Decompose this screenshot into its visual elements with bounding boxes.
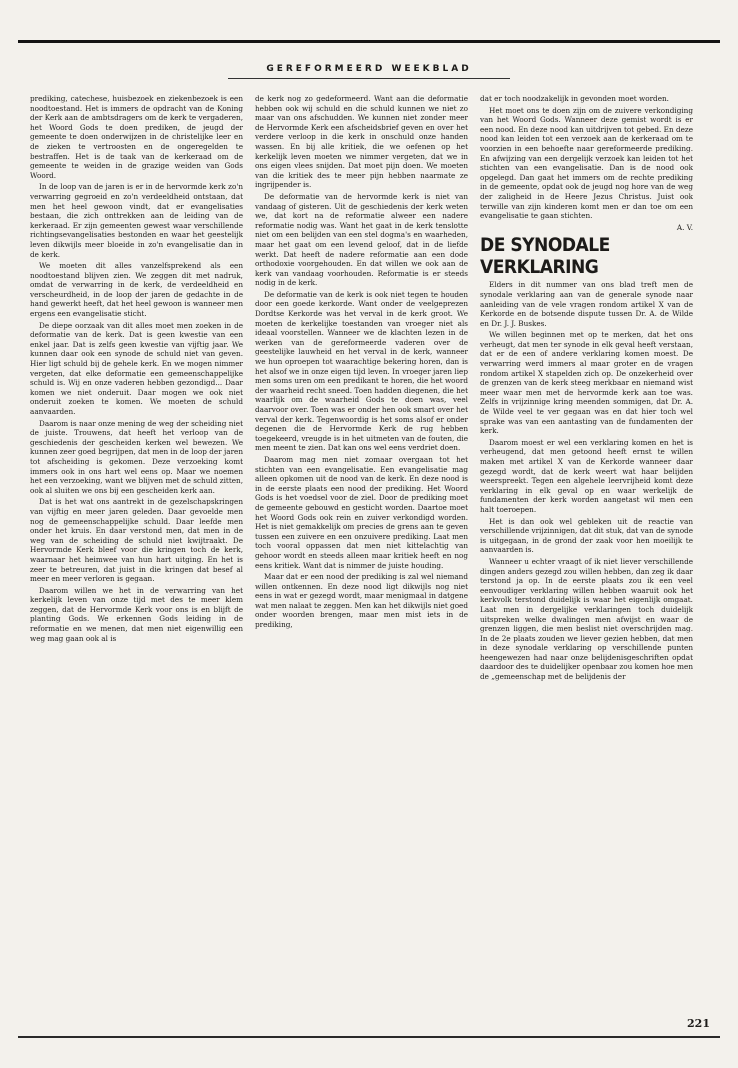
paragraph: In de loop van de jaren is er in de hervormde kerk zo'n verwarring gegroeid en zo'n verdeeldheid ontstaan, dat men het heel gewoon vindt, dat er evangelisaties bestaan, die zich onttrekken aan de leiding van de kerkeraad. Er zijn gemeenten gewest waar verschillende richtingsevangelisaties bestonden en waar het geestelijk leven dikwijls meer bloeide in zo'n evangelisatie dan in de kerk.: [30, 182, 243, 259]
page-number: 221: [687, 1017, 710, 1030]
column-2: [255, 94, 468, 1014]
top-rule: [18, 40, 720, 43]
bottom-rule: [18, 1036, 720, 1038]
paragraph: Wanneer u echter vraagt of ik niet liever verschillende dingen anders gezegd zou willen hebben, dan zeg ik daar terstond ja op. In de eerste plaats zou ik een veel eenvoudiger verklaring willen hebben waaruit ook het kerkvolk terstond duidelijk is waar het eigenlijk omgaat. Laat men in dergelijke verklaringen toch duidelijk uitspreken welke dwalingen men afwijst en waar de grenzen liggen, die men beslist niet overschrijden mag. In de 2e plaats zouden we liever gezien hebben, dat men in deze synodale verklaring op verschillende punten heengewezen had naar onze belijdenisgeschriften opdat daardoor des te duidelijker openbaar zou komen hoe men de „gemeenschap met de belijdenis der: [480, 556, 693, 682]
paragraph: Daarom is naar onze mening de weg der scheiding niet de juiste. Trouwens, dat heeft het verloop van de geschiedenis der gescheiden kerken wel bewezen. We kunnen zeer goed begrijpen, dat men in de loop der jaren tot afscheiding is gekomen. Deze verzoeking komt immers ook in ons hart wel eens op. Maar we noemen het een verzoeking, want we blijven met de schuld zitten, ook al sluiten we ons bij een gescheiden kerk aan.: [30, 418, 243, 495]
running-header: GEREFORMEERD WEEKBLAD: [266, 64, 472, 74]
paragraph: Dat is het wat ons aantrekt in de gezelschapskringen van vijftig en meer jaren geleden. Daar gevoelde men nog de gemeenschappelijke schuld. Daar leefde men onder het kruis. En daar verstond men, dat men in de weg van de scheiding de schuld niet kwijtraakt. De Hervormde Kerk bleef voor die kringen toch de kerk, waarnaar het heimwee van hun hart uitging. En het is zeer te betreuren, dat juist in die kringen dat besef al meer en meer verloren is gegaan.: [30, 497, 243, 584]
paragraph: Maar dat er een nood der prediking is zal wel niemand willen ontkennen. En deze nood ligt dikwijls nog niet eens in wat er gezegd wordt, maar menigmaal in datgene wat men nalaat te zeggen. Men kan het dikwijls niet goed onder woorden brengen, maar men mist iets in de prediking,: [255, 572, 468, 630]
paragraph: We willen beginnen met op te merken, dat het ons verheugt, dat men ter synode in elk geval heeft verstaan, dat er de een of andere verklaring komen moest. De verwarring werd immers al maar groter en de vragen rondom artikel X stapelden zich op. De onzekerheid over de grenzen van de kerk steeg merkbaar en niemand wist meer waar men met de hervormde kerk aan toe was. Zelfs in vrijzinnige kring meenden sommigen, dat Dr. A. de Wilde veel te ver gegaan was en dat hier toch wel sprake was van een aantasting van de fundamenten der kerk.: [480, 330, 693, 436]
paragraph: de kerk nog zo gedeformeerd. Want aan die deformatie hebben ook wij schuld en die schuld kunnen we niet zo maar van ons afschudden. We kunnen niet zonder meer de Hervormde Kerk een afscheidsbrief geven en over het verdere verloop in die kerk in onschuld onze handen wassen. En bij alle kritiek, die we oefenen op het kerkelijk leven moeten we nimmer vergeten, dat we in ons eigen vlees snijden. Dat moet pijn doen. We moeten van die kritiek des te meer pijn hebben naarmate ze ingrijpender is.: [255, 94, 468, 190]
paragraph: Het is dan ook wel gebleken uit de reactie van verschillende vrijzinnigen, dat dit stuk, dat van de synode is uitgegaan, in de grond der zaak voor hen moeilijk te aanvaarden is.: [480, 516, 693, 555]
paragraph: Daarom moest er wel een verklaring komen en het is verheugend, dat men getoond heeft ernst te willen maken met artikel X van de Kerkorde wanneer daar gezegd wordt, dat de kerk weert wat haar belijden weerspreekt. Tegen een algehele leervrijheid komt deze verklaring in elk geval op en waar werkelijk de fundamenten der kerk worden aangetast wil men een halt toeroepen.: [480, 437, 693, 514]
paragraph: Elders in dit nummer van ons blad treft men de synodale verklaring aan van de generale synode naar aanleiding van de vele vragen rondom artikel X van de Kerkorde en de botsende dispute tussen Dr. A. de Wilde en Dr. J. J. Buskes.: [480, 280, 693, 328]
column-3: [480, 94, 693, 1014]
header-rule: [228, 78, 510, 79]
paragraph: dat er toch noodzakelijk in gevonden moet worden.: [480, 94, 669, 103]
author-signature: A. V.: [676, 222, 693, 232]
paragraph: De deformatie van de kerk is ook niet tegen te houden door een goede kerkorde. Want onder de veelgeprezen Dordtse Kerkorde was het verval in de kerk groot. We moeten de kerkelijke toestanden van vroeger niet als ideaal voorstellen. Wanneer we de klachten lezen in de werken van de gereformeerde vaderen over de geestelijke lauwheid en het verval in de kerk, wanneer we hun oproepen tot waarachtige bekering horen, dan is het alsof we in onze eigen tijd leven. In vroeger jaren liep men soms uren om een predikant te horen, die het woord der waarheid recht sneed. Toen hadden diegenen, die het waarlijk om de waarheid Gods te doen was, veel daarvoor over. Toen was er onder hen ook smart over het verval der kerk. Tegenwoordig is het soms alsof er onder degenen die de Hervormde Kerk de rug hebben toegekeerd, vreugde is in het uitmeten van de fouten, die men meent te zien. Dat kan ons wel eens verdriet doen.: [255, 289, 468, 453]
paragraph: Het moet ons te doen zijn om de zuivere verkondiging van het Woord Gods. Wanneer deze gemist wordt is er een nood. En deze nood kan uitdrijven tot gebed. En deze nood kan leiden tot een verzoek aan de kerkeraad om te voorzien in een behoefte naar gereformeerde prediking. En afwijzing van een dergelijk verzoek kan leiden tot het stichten van een evangelisatie. Dan is de nood ook opgelegd. Dan gaat het immers om de rechte prediking in de gemeente, opdat ook de jeugd nog hore van de weg der zaligheid in de Heere Jezus Christus. Juist ook terwille van zijn kinderen komt men er dan toe om een evangelisatie te gaan stichten.: [480, 105, 693, 221]
article-headline: DE SYNODALE VERKLARING: [480, 234, 610, 279]
paragraph: We moeten dit alles vanzelfsprekend als een noodtoestand blijven zien. We zeggen dit met nadruk, omdat de verwarring in de kerk, de verdeeldheid en verscheurdheid, in de loop der jaren de gedachte in de hand gewerkt heeft, dat het heel gewoon is wanneer men ergens een evangelisatie sticht.: [30, 261, 243, 319]
paragraph: Daarom willen we het in de verwarring van het kerkelijk leven van onze tijd met des te meer klem zeggen, dat de Hervormde Kerk voor ons is en blijft de planting Gods. We erkennen Gods leiding in de reformatie en we menen, dat men niet eigenwillig een weg mag gaan ook al is: [30, 585, 243, 643]
paragraph: De deformatie van de hervormde kerk is niet van vandaag of gisteren. Uit de geschiedenis der kerk weten we, dat kort na de reformatie alweer een nadere reformatie nodig was. Want het gaat in de kerk tenslotte niet om een belijden van een stel dogma's en waarheden, maar het gaat om een levend geloof, dat in de liefde werkt. Dat heeft de nadere reformatie aan een dode orthodoxie voorgehouden. En dat willen we ook aan de kerk van vandaag voorhouden. Reformatie is er steeds nodig in de kerk.: [255, 191, 468, 288]
column-1: [30, 94, 243, 1014]
paragraph: Daarom mag men niet zomaar overgaan tot het stichten van een evangelisatie. Een evangelisatie mag alleen opkomen uit de nood van de kerk. En deze nood is in de eerste plaats een nood der prediking. Het Woord Gods is het voedsel voor de ziel. Door de prediking moet de gemeente gebouwd en gesticht worden. Daartoe moet het Woord Gods ook rein en zuiver verkondigd worden. Het is niet gemakkelijk om precies de grens aan te geven tussen een zuivere en een onzuivere prediking. Laat men toch vooral oppassen dat men niet kittelachtig van gehoor wordt en steeds alleen maar kritiek heeft en nog eens kritiek. Want dat is nimmer de juiste houding.: [255, 454, 468, 570]
paragraph: De diepe oorzaak van dit alles moet men zoeken in de deformatie van de kerk. Dat is geen kwestie van een enkel jaar. Dat is zelfs geen kwestie van vijftig jaar. We kunnen daar ook een synode de schuld niet van geven. Hier ligt schuld bij de gehele kerk. En we mogen nimmer vergeten, dat elke deformatie een gemeenschappelijke schuld is. Wij en onze vaderen hebben gezondigd... Daar komen we niet onderuit. Daar mogen we ook niet onderuit zoeken te komen. We moeten de schuld aanvaarden.: [30, 320, 243, 416]
paragraph: prediking, catechese, huisbezoek en ziekenbezoek is een noodtoestand. Het is immers de opdracht van de Koning der Kerk aan de ambtsdragers om de kerk te vergaderen, het Woord Gods te doen prediken, de jeugd der gemeente te doen onderwijzen in de christelijke leer en de zieken te vertroosten en de ongeregelden te bestraffen. Het is de taak van de kerkeraad om de gemeente te weiden in de grazige weiden van Gods Woord.: [30, 94, 243, 180]
